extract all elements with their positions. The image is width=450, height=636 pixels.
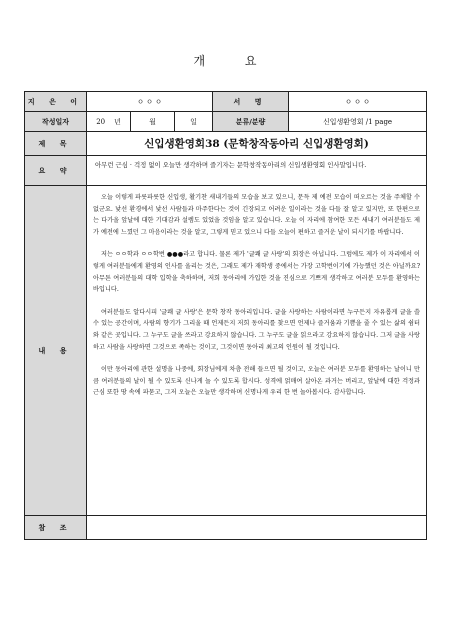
date-month-unit: 월 bbox=[149, 117, 156, 126]
author-value[interactable]: ㅇ ㅇ ㅇ bbox=[87, 92, 213, 112]
date-day-unit: 일 bbox=[190, 117, 197, 126]
date-year[interactable] bbox=[87, 112, 131, 132]
date-year-value: 20 bbox=[96, 117, 106, 126]
content-paragraph: 저는 ㅇㅇ학과 ㅇㅇ학번 ●●●라고 합니다. 물론 제가 '글쾌 글 사랑'의 회장은 아닙니다. 그럼에도 제가 이 자리에서 이렇게 여러분들에게 환영의 인사를 올리는 것은, 그래도 제가 재학생 중에서는 가장 고학번이기에 가능했던 것은 아닐까요? 아무튼 여러분들의 대학 입학을 축하하며, 저희 동아리에 가입한 것을 진심으로 기쁘게 생각하고 여러분 모두를 환영하는 바입니다. bbox=[93, 251, 421, 294]
content-paragraph: 이만 동아리에 관한 설명을 나중에, 회장님에게 차츰 전해 들으면 될 것이고, 오늘은 여러분 모두를 환영하는 날이니 만큼 여러분들의 날이 될 수 있도록 신나게 놀 수 있도록 합시다. 성격에 얽매여 살아온 과거는 버리고, 앞날에 대한 걱정과 근심 또한 땅 속에 파묻고, 그저 오늘은 오늘만 생각하며 신명나게 우리 한 번 놀아봅시다. 감사합니다. bbox=[93, 366, 421, 397]
summary-form-table bbox=[24, 91, 427, 540]
content-body[interactable] bbox=[87, 186, 427, 516]
content-label: 내 용 bbox=[25, 186, 87, 516]
date-month[interactable] bbox=[131, 112, 175, 132]
signature-value[interactable]: ㅇ ㅇ ㅇ bbox=[289, 92, 427, 112]
category-value[interactable]: 신입생환영회 /1 page bbox=[289, 112, 427, 132]
content-paragraph: 오늘 이렇게 파릇파릇한 신입생, 활기찬 새내기들의 모습을 보고 있으니, 문득 제 예전 모습이 떠오르는 것을 주체할 수 없군요. 낯선 환경에서 낯선 사람들과 마주한다는 것이 긴장되고 어려운 일이라는 것을 다들 잘 알고 있지만, 또 한편으로는 다가올 앞날에 대한 기대감과 설렘도 있었을 것임을 알고 있습니다. 오늘 이 자리에 참여한 모든 새내기 여러분들도 제가 예전에 느꼈던 그 마음이라는 것을 알고, 그렇게 믿고 있으니 다들 오늘이 편하고 즐거운 날이 되시기를 바랍니다. bbox=[93, 194, 421, 236]
category-label: 분류/분량 bbox=[213, 112, 289, 132]
page-title: 개 요 bbox=[193, 54, 275, 68]
subject-label: 제 목 bbox=[25, 132, 87, 156]
date-day[interactable] bbox=[175, 112, 213, 132]
date-label: 작성일자 bbox=[25, 112, 87, 132]
reference-label: 참 조 bbox=[25, 516, 87, 540]
author-label: 지 은 이 bbox=[25, 92, 87, 112]
summary-value[interactable]: 아무런 근심 · 걱정 없이 오늘만 생각하며 즐기자는 문학창작동아리의 신입생환영회 인사말입니다. bbox=[87, 156, 427, 186]
content-paragraph: 여러분들도 알다시피 '글쾌 글 사랑'은 문학 창작 동아리입니다. 글을 사랑하는 사람이라면 누구든지 자유롭게 글을 쓸 수 있는 공간이며, 사람의 향기가 그리울 때 언제든지 저희 동아리를 찾으면 언제나 즐거움과 기쁨을 줄 수 있는 삶의 쉼터와 같은 곳입니다. 그 누구도 글을 쓰라고 강요하지 않습니다. 그 누구도 글을 읽으라고 강요하지 않습니다. 그저 글을 사랑하고 사람을 사랑하면 그것으로 족하는 것이고, 그것이면 동아리 최고의 인원이 될 것입니다. bbox=[93, 308, 421, 351]
reference-value[interactable] bbox=[87, 516, 427, 540]
summary-label: 요 약 bbox=[25, 156, 87, 186]
subject-value[interactable]: 신입생환영회38 (문학창작동아리 신입생환영회) bbox=[87, 132, 427, 156]
date-year-unit: 년 bbox=[114, 117, 121, 126]
signature-label: 서 명 bbox=[213, 92, 289, 112]
